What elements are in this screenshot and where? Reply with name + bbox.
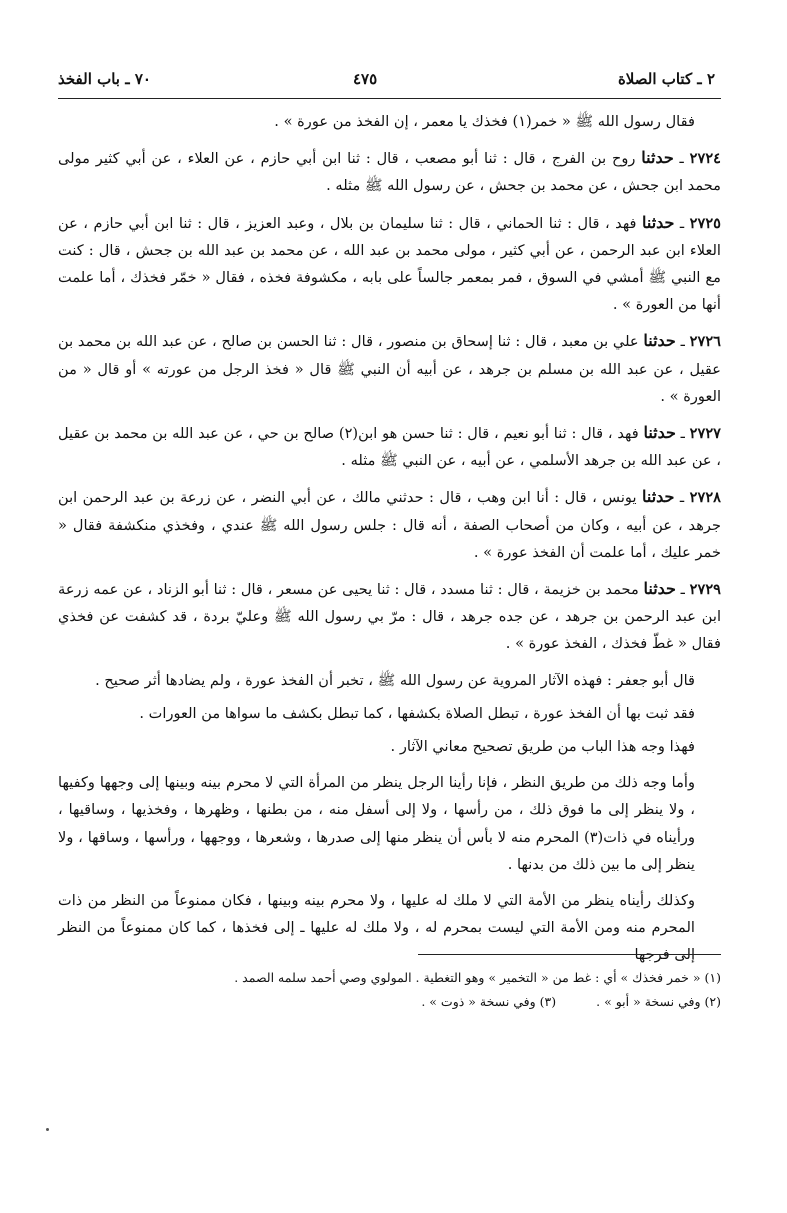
margin-speck (46, 1128, 49, 1131)
hadith-paragraph: ٢٧٢٨ ـ حدثنا يونس ، قال : أنا ابن وهب ، قال : حدثني مالك ، عن أبي النضر ، عن زرعة بن عبد الرحمن ابن جرهد ، عن أبيه ، وكان من أصحاب الصفة ، أنه قال : جلس رسول الله ﷺ عندي ، وفخذي منكشفة فقال « خمر عليك ، أما علمت أن الفخذ عورة » . (58, 487, 721, 561)
chapter-title: ٢ ـ كتاب الصلاة (617, 70, 715, 88)
hadith-number: ٢٧٢٧ (689, 425, 722, 443)
footnote-row (58, 990, 721, 1014)
hadith-paragraph: ٢٧٢٦ ـ حدثنا علي بن معبد ، قال : ثنا إسحاق بن منصور ، قال : ثنا الحسن بن صالح ، عن عبد الله بن محمد بن عقيل ، عن عبد الله بن مسلم بن جرهد ، عن أبيه أن النبي ﷺ قال « فخذ الرجل من عورته » أو قال « من العورة » . (58, 331, 721, 405)
hadith-paragraph: ٢٧٢٤ ـ حدثنا روح بن الفرج ، قال : ثنا أبو مصعب ، قال : ثنا ابن أبي حازم ، عن العلاء ، عن أبي كثير مولى محمد ابن جحش ، عن محمد بن جحش ، عن رسول الله ﷺ مثله . (58, 148, 721, 195)
narration-keyword: حدثنا (641, 148, 674, 168)
hadith-paragraph: ٢٧٢٧ ـ حدثنا فهد ، قال : ثنا أبو نعيم ، قال : ثنا حسن هو ابن(٢) صالح بن حي ، عن عبد الله بن محمد بن عقيل ، عن عبد الله بن جرهد الأسلمي ، عن أبيه ، عن النبي ﷺ مثله . (58, 423, 722, 470)
paragraph-text: فقال رسول الله ﷺ « خمر(١) فخذك يا معمر ، إن الفخذ من عورة » . (274, 113, 695, 130)
hadith-paragraph: ٢٧٢٥ ـ حدثنا فهد ، قال : ثنا الحماني ، قال : ثنا سليمان بن بلال ، وعبد العزيز ، قال : ثنا ابن أبي حازم ، عن العلاء ابن عبد الرحمن ، عن أبي كثير ، مولى محمد بن عبد الله ، عن محمد بن عبد الله بن جحش ، قال : كنت مع النبي ﷺ أمشي في السوق ، فمر بمعمر جالساً على بابه ، مكشوفة فخذه ، فقال « خمّر فخذك ، أما علمت أنها من العورة » . (58, 212, 722, 314)
commentary-line: فقد ثبت بها أن الفخذ عورة ، تبطل الصلاة بكشفها ، كما تبطل بكشف ما سواها من العورات . (139, 704, 695, 722)
hadith-number: ٢٧٢٩ (689, 581, 722, 599)
footnote-2: (٢) وفي نسخة « أبو » . (596, 994, 721, 1009)
hadith-number: ٢٧٢٦ (689, 333, 721, 351)
paragraph-text: محمد بن خزيمة ، قال : ثنا مسدد ، قال : ثنا يحيى عن مسعر ، قال : ثنا أبو الزناد ، عن عمه زرعة ابن عبد الرحمن بن جرهد ، عن جده جرهد ، قال : مرّ بي رسول الله ﷺ وعليّ بردة ، قد كشفت عن فخذي فقال « غطّ فخذك ، الفخذ عورة » . (58, 581, 721, 653)
hadith-number: ٢٧٢٥ (689, 214, 722, 232)
paragraph-text: روح بن الفرج ، قال : ثنا أبو مصعب ، قال : ثنا ابن أبي حازم ، عن العلاء ، عن أبي كثير مولى محمد ابن جحش ، عن محمد بن جحش ، عن رسول الله ﷺ مثله . (58, 150, 721, 195)
narration-keyword: حدثنا (643, 423, 676, 443)
narration-keyword: حدثنا (643, 579, 676, 599)
paragraph-text: علي بن معبد ، قال : ثنا إسحاق بن منصور ، قال : ثنا الحسن بن صالح ، عن عبد الله بن محمد بن عقيل ، عن عبد الله بن مسلم بن جرهد ، عن أبيه أن النبي ﷺ قال « فخذ الرجل من عورته » أو قال « من العورة » . (58, 333, 721, 405)
hadith-number: ٢٧٢٨ (689, 489, 721, 507)
footnote-1: (١) « خمر فخذك » أي : غط من « التخمير » وهو التغطية . المولوي وصي أحمد سلمه الصمد . (234, 970, 721, 985)
paragraph-text: يونس ، قال : أنا ابن وهب ، قال : حدثني مالك ، عن أبي النضر ، عن زرعة بن عبد الرحمن ابن جرهد ، عن أبيه ، وكان من أصحاب الصفة ، أنه قال : جلس رسول الله ﷺ عندي ، وفخذي منكشفة فقال « خمر عليك ، أما علمت أن الفخذ عورة » . (58, 489, 721, 561)
hadith-paragraph: ٢٧٢٩ ـ حدثنا محمد بن خزيمة ، قال : ثنا مسدد ، قال : ثنا يحيى عن مسعر ، قال : ثنا أبو الزناد ، عن عمه زرعة ابن عبد الرحمن بن جرهد ، عن جده جرهد ، قال : مرّ بي رسول الله ﷺ وعليّ بردة ، قد كشفت عن فخذي فقال « غطّ فخذك ، الفخذ عورة » . (58, 579, 722, 653)
footnote-divider (418, 954, 721, 955)
paragraph-text: فهد ، قال : ثنا الحماني ، قال : ثنا سليمان بن بلال ، وعبد العزيز ، قال : ثنا ابن أبي حازم ، عن العلاء ابن عبد الرحمن ، عن أبي كثير ، مولى محمد بن عبد الله ، عن محمد بن عبد الله بن جحش ، قال : كنت مع النبي ﷺ أمشي في السوق ، فمر بمعمر جالساً على بابه ، مكشوفة فخذه ، فقال « خمّر فخذك ، أما علمت أنها من العورة » . (58, 214, 721, 314)
reasoning-paragraph: وكذلك رأيناه ينظر من الأمة التي لا ملك له عليها ، ولا محرم بينه وبينها ، فكان ممنوعاً من النظر من ذات المحرم منه ومن الأمة التي ليست بمحرم له ، ولا ملك له عليها ـ إلى فخذها ، كما كان ممنوعاً من النظر إلى فرجها (58, 892, 695, 964)
paragraph-text: فهد ، قال : ثنا أبو نعيم ، قال : ثنا حسن هو ابن(٢) صالح بن حي ، عن عبد الله بن محمد بن عقيل ، عن عبد الله بن جرهد الأسلمي ، عن أبيه ، عن النبي ﷺ مثله . (58, 425, 721, 470)
narration-keyword: حدثنا (643, 331, 676, 351)
hadith-number: ٢٧٢٤ (689, 150, 721, 168)
commentary-line: قال أبو جعفر : فهذه الآثار المروية عن رسول الله ﷺ ، تخبر أن الفخذ عورة ، ولم يضادها أثر صحيح . (95, 671, 695, 689)
main-text (58, 108, 721, 978)
commentary-line: فهذا وجه هذا الباب من طريق تصحيح معاني الآثار . (390, 738, 695, 756)
narration-keyword: حدثنا (642, 487, 675, 507)
footnote-3: (٣) وفي نسخة « ذوت » . (421, 994, 557, 1009)
page-number: ٤٧٥ (353, 70, 378, 88)
section-title: ٧٠ ـ باب الفخذ (58, 70, 151, 88)
narration-keyword: حدثنا (642, 212, 675, 232)
hadith-paragraph (58, 108, 721, 135)
header-divider (58, 98, 721, 99)
reasoning-paragraph: وأما وجه ذلك من طريق النظر ، فإنا رأينا الرجل ينظر من المرأة التي لا محرم بينه وبينها إلى وجهها وكفيها ، ولا ينظر إلى ما فوق ذلك ، من رأسها ، ولا إلى أسفل منه ، من بطنها ، وظهرها ، وفخذيها ، وساقيها ، ورأيناه في ذات(٣) المحرم منه لا بأس أن ينظر منها إلى صدرها ، وشعرها ، ووجهها ، ورأسها ، وساقها ، ولا ينظر إلى ما بين ذلك من بدنها . (58, 774, 695, 873)
footnotes (58, 966, 721, 1014)
